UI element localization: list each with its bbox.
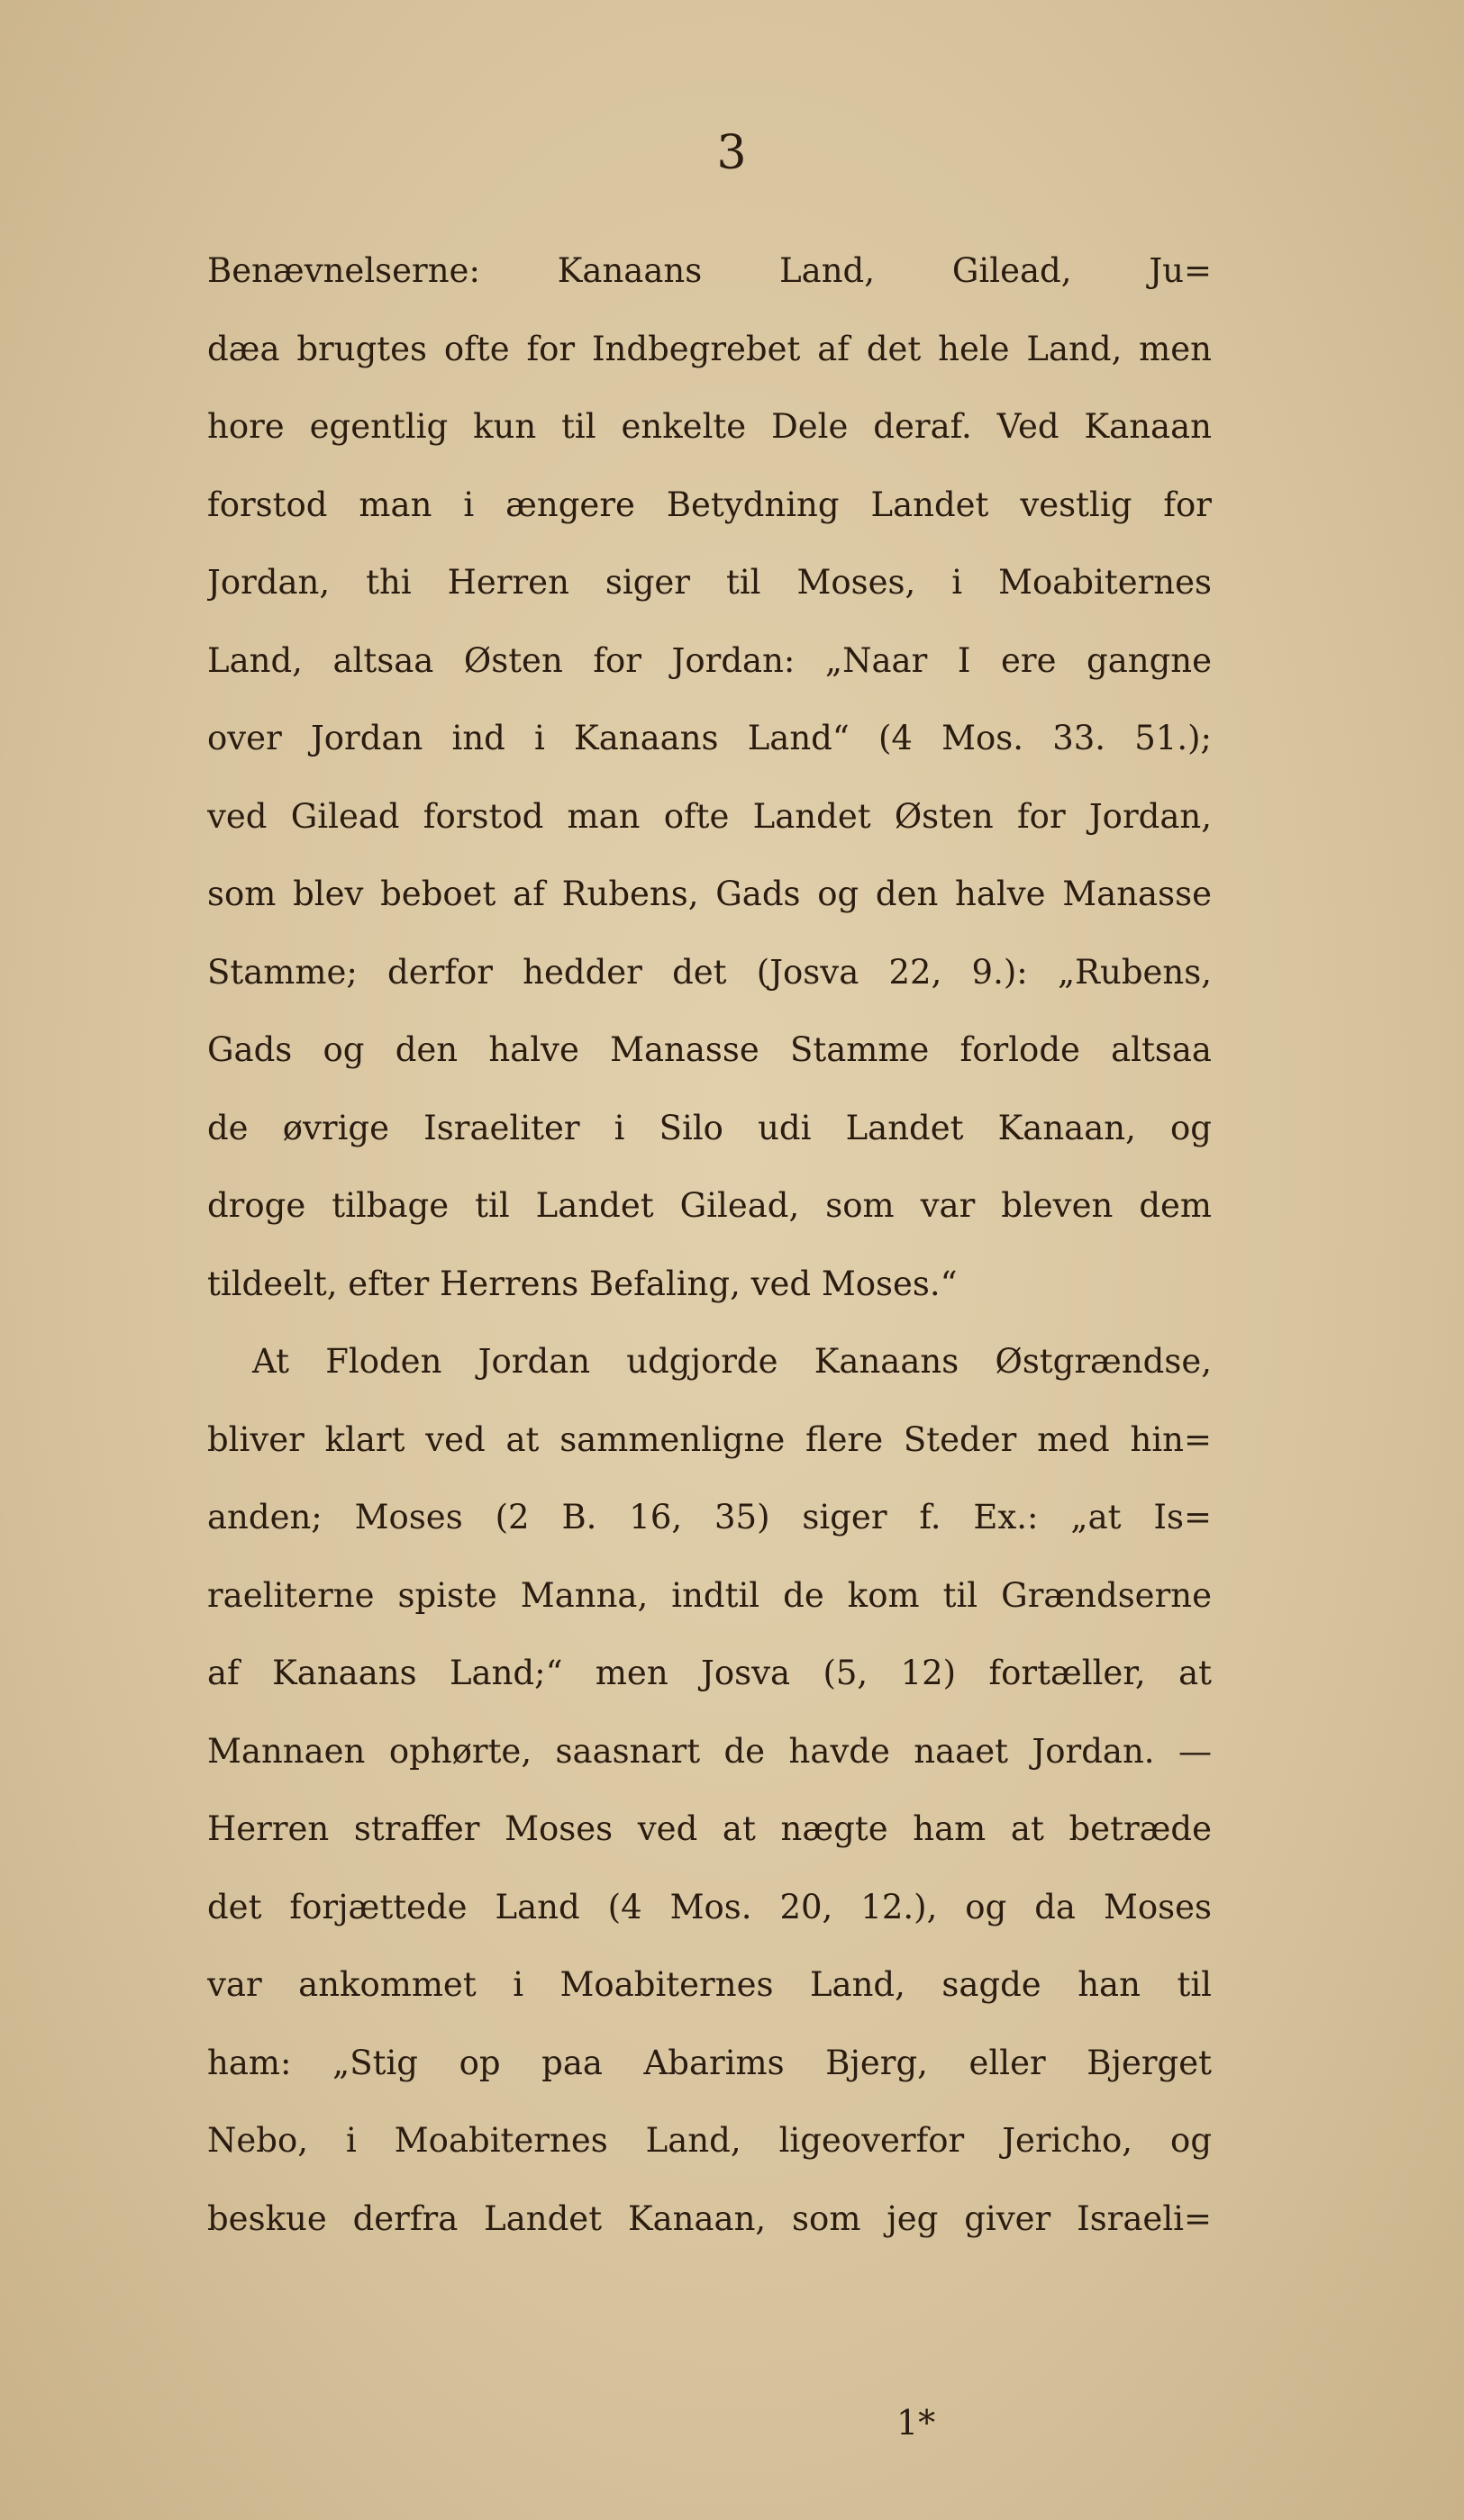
text-line: dæa brugtes ofte for Indbegrebet af det hele Land, men xyxy=(207,329,1212,368)
text-line: de øvrige Israeliter i Silo udi Landet Kanaan, og xyxy=(207,1108,1212,1147)
text-line: Jordan, thi Herren siger til Moses, i Moabiternes xyxy=(207,563,1212,602)
text-line: anden; Moses (2 B. 16, 35) siger f. Ex.: „at Is= xyxy=(207,1498,1212,1536)
text-line: Nebo, i Moabiternes Land, ligeoverfor Jericho, og xyxy=(207,2121,1212,2160)
text-line: over Jordan ind i Kanaans Land“ (4 Mos. 33. 51.); xyxy=(207,719,1212,757)
page-number: 3 xyxy=(716,126,748,180)
body-text xyxy=(207,232,1212,2258)
text-line: ved Gilead forstod man ofte Landet Østen for Jordan, xyxy=(207,796,1212,836)
text-line: Benævnelserne: Kanaans Land, Gilead, Ju= xyxy=(207,251,1212,290)
text-line: Stamme; derfor hedder det (Josva 22, 9.): „Rubens, xyxy=(207,952,1212,992)
text-line: raeliterne spiste Manna, indtil de kom til Grændserne xyxy=(207,1575,1212,1615)
signature-mark: 1* xyxy=(896,2403,936,2443)
text-line: var ankommet i Moabiternes Land, sagde han til xyxy=(207,1965,1212,2004)
text-line: af Kanaans Land;“ men Josva (5, 12) fortæller, at xyxy=(207,1654,1212,1692)
text-line: beskue derfra Landet Kanaan, som jeg giver Israeli= xyxy=(207,2198,1212,2238)
text-line: Gads og den halve Manasse Stamme forlode altsaa xyxy=(207,1030,1212,1069)
text-line: det forjættede Land (4 Mos. 20, 12.), og da Moses xyxy=(207,1887,1212,1926)
text-line: hore egentlig kun til enkelte Dele deraf. Ved Kanaan xyxy=(207,407,1212,446)
text-line: ham: „Stig op paa Abarims Bjerg, eller Bjerget xyxy=(207,2043,1212,2082)
text-line: som blev beboet af Rubens, Gads og den halve Manasse xyxy=(207,875,1212,913)
text-line: Land, altsaa Østen for Jordan: „Naar I ere gangne xyxy=(207,640,1212,680)
text-line: Mannaen ophørte, saasnart de havde naaet Jordan. — xyxy=(207,1731,1212,1771)
text-line: forstod man i ængere Betydning Landet vestlig for xyxy=(207,485,1212,524)
text-line-paragraph-start: At Floden Jordan udgjorde Kanaans Østgrændse, xyxy=(252,1342,1212,1381)
text-line: Herren straffer Moses ved at nægte ham at betræde xyxy=(207,1809,1212,1848)
text-line: bliver klart ved at sammenligne flere Steder med hin= xyxy=(207,1419,1212,1459)
text-line-paragraph-end: tildeelt, efter Herrens Befaling, ved Moses.“ xyxy=(207,1264,958,1303)
text-line: droge tilbage til Landet Gilead, som var bleven dem xyxy=(207,1186,1212,1225)
